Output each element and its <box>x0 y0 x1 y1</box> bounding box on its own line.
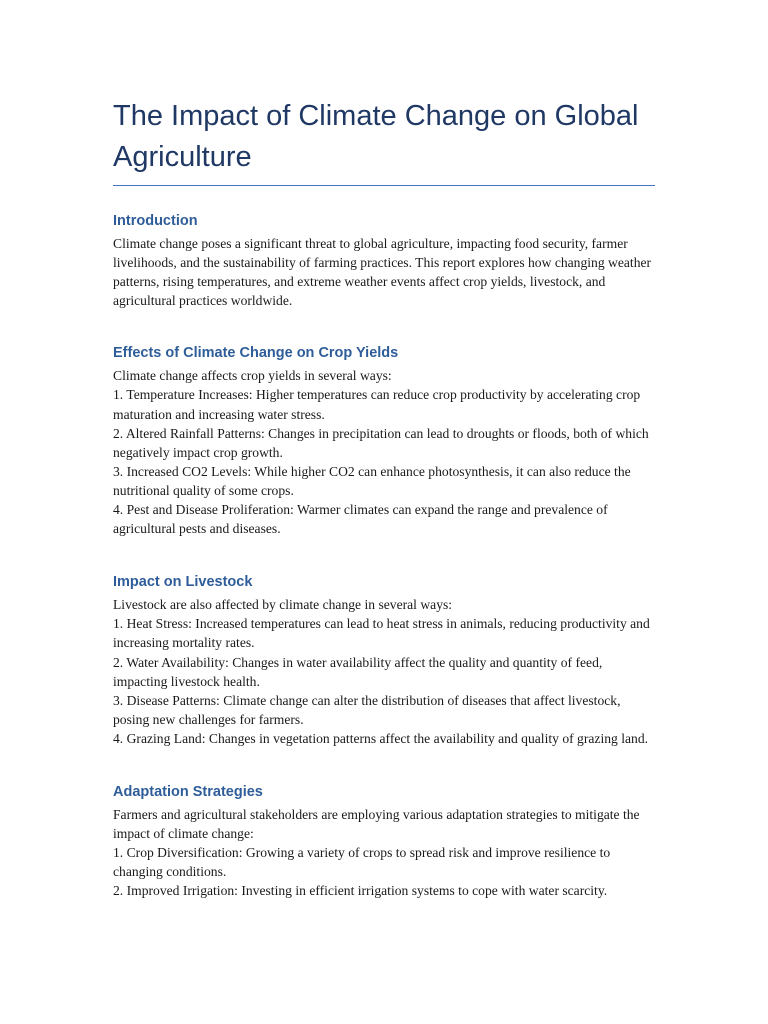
document-title: The Impact of Climate Change on Global Agriculture <box>113 96 655 186</box>
document-page <box>113 96 655 900</box>
section-heading-livestock: Impact on Livestock <box>113 574 253 591</box>
section-adaptation <box>113 782 655 900</box>
section-text-adaptation: Farmers and agricultural stakeholders are employing various adaptation strategies to mitigate the impact of climate change: 1. Crop Diversification: Growing a variety of crops to spread risk and improve resilience to changing conditions. 2. Improved Irrigation: Investing in efficient irrigation systems to cope with water scarcity. <box>113 806 640 899</box>
section-livestock <box>113 572 655 748</box>
section-text-livestock: Livestock are also affected by climate change in several ways: 1. Heat Stress: Increased temperatures can lead to heat stress in animals, reducing productivity and increasing mortality rates. 2. Water Availability: Changes in water availability affect the quality and quantity of feed, impacting livestock health. 3. Disease Patterns: Climate change can alter the distribution of diseases that affect livestock, posing new challenges for farmers. 4. Grazing Land: Changes in vegetation patterns affect the availability and quality of grazing land. <box>113 597 650 746</box>
section-text-crop-yields: Climate change affects crop yields in several ways: 1. Temperature Increases: Higher temperatures can reduce crop productivity by accelerating crop maturation and increasing water stress. 2. Altered Rainfall Patterns: Changes in precipitation can lead to droughts or floods, both of which negatively impact crop growth. 3. Increased CO2 Levels: While higher CO2 can enhance photosynthesis, it can also reduce the nutritional quality of some crops. 4. Pest and Disease Proliferation: Warmer climates can expand the range and prevalence of agricultural pests and diseases. <box>113 368 649 537</box>
section-heading-introduction: Introduction <box>113 213 198 229</box>
section-text-introduction: Climate change poses a significant threat to global agriculture, impacting food security, farmer livelihoods, and the sustainability of farming practices. This report explores how changing weather patterns, rising temperatures, and extreme weather events affect crop yields, livestock, and agricultural practices worldwide. <box>113 236 652 309</box>
section-introduction <box>113 211 655 310</box>
section-heading-adaptation: Adaptation Strategies <box>113 783 263 800</box>
section-crop-yields <box>113 343 655 538</box>
section-heading-crop-yields: Effects of Climate Change on Crop Yields <box>113 345 399 362</box>
